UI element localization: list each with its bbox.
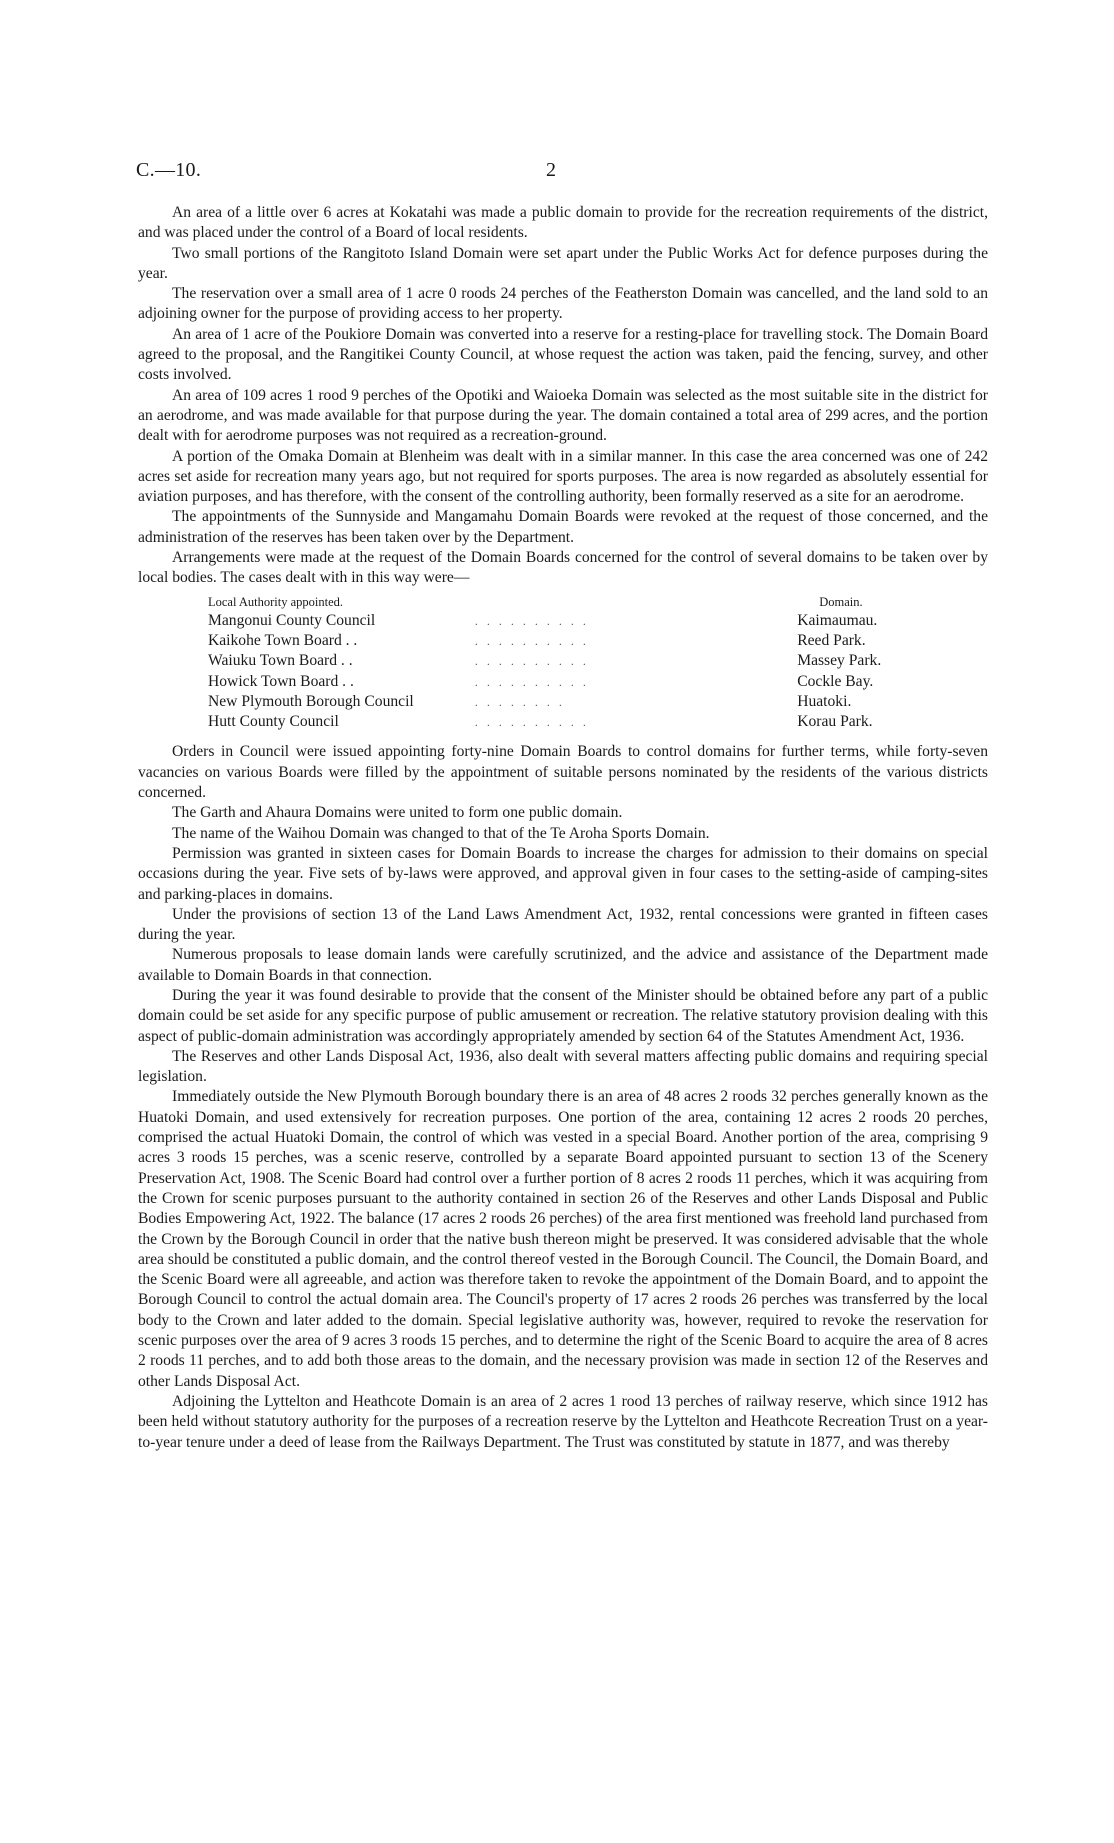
paragraph: Adjoining the Lyttelton and Heathcote Domain is an area of 2 acres 1 rood 13 perches of railway reserve, which since 1912 has been held without statutory authority for the purposes of a recreation reserve by the Lyttelton and Heathcote Recreation Trust on a year-to-year tenure under a deed of lease from the Railways Department. The Trust was constituted by statute in 1877, and was thereby — [138, 1392, 988, 1451]
paragraph: Immediately outside the New Plymouth Borough boundary there is an area of 48 acres 2 roods 32 perches generally known as the Huatoki Domain, and used extensively for recreation purposes. One portion of the area, containing 12 acres 2 roods 20 perches, comprised the actual Huatoki Domain, the control of which was vested in a special Board. Another portion of the area, comprising 9 acres 3 roods 15 perches, was a scenic reserve, controlled by a separate Board appointed pursuant to section 13 of the Scenery Preservation Act, 1908. The Scenic Board had control over a further portion of 8 acres 2 roods 11 perches, which it was acquiring from the Crown for scenic purposes pursuant to the authority contained in section 26 of the Reserves and other Lands Disposal and Public Bodies Empowering Act, 1922. The balance (17 acres 2 roods 26 perches) of the area first mentioned was freehold land purchased from the Crown by the Borough Council in order that the native bush thereon might be preserved. It was considered advisable that the whole area should be constituted a public domain, and the control thereof vested in the Borough Council. The Council, the Domain Board, and the Scenic Board were all agreeable, and action was therefore taken to revoke the appointment of the Domain Board, and to appoint the Borough Council to control the actual domain area. The Council's property of 17 acres 2 roods 26 perches was transferred by the local body to the Crown and later added to the domain. Special legislative authority was, however, required to revoke the reservation for scenic purposes over the area of 9 acres 3 roods 15 perches, and to determine the right of the Scenic Board to acquire the area of 8 acres 2 roods 11 perches, and to add both those areas to the domain, and the necessary provision was made in section 12 of the Reserves and other Lands Disposal Act. — [138, 1088, 988, 1390]
page-number: 2 — [546, 159, 556, 181]
domain-cell: Kaimaumau. — [797, 611, 878, 629]
dot-leader: . . . . . . . . . . — [474, 715, 589, 730]
authority-cell: Waiuku Town Board . . — [208, 652, 353, 670]
domain-cell: Huatoki. — [797, 692, 852, 710]
paragraph: An area of 109 acres 1 rood 9 perches of the Opotiki and Waioeka Domain was selected as the most suitable site in the district for an aerodrome, and was made available for that purpose during the year. The domain contained a total area of 299 acres, and the portion dealt with for aerodrome purposes was not required as a recreation-ground. — [138, 386, 988, 445]
table-row — [208, 692, 908, 712]
paragraph: Permission was granted in sixteen cases for Domain Boards to increase the charges for admission to their domains on special occasions during the year. Five sets of by-laws were approved, and approval given in four cases to the setting-aside of camping-sites and parking-places in domains. — [138, 844, 988, 903]
paragraph: The name of the Waihou Domain was changed to that of the Te Aroha Sports Domain. — [172, 824, 710, 842]
dot-leader: . . . . . . . . — [474, 694, 565, 709]
paragraph: The Garth and Ahaura Domains were united to form one public domain. — [172, 804, 623, 822]
domain-cell: Reed Park. — [797, 631, 866, 649]
authority-cell: Howick Town Board . . — [208, 672, 354, 690]
dot-leader: . . . . . . . . . . — [474, 654, 589, 669]
paragraph: Numerous proposals to lease domain lands were carefully scrutinized, and the advice and assistance of the Department made available to Domain Boards in that connection. — [138, 946, 988, 984]
authority-cell: Mangonui County Council — [208, 611, 376, 629]
table-row — [208, 651, 908, 671]
dot-leader: . . . . . . . . . . — [474, 674, 589, 689]
dot-leader: . . . . . . . . . . — [474, 613, 589, 628]
dot-leader: . . . . . . . . . . — [474, 633, 589, 648]
authority-cell: Hutt County Council — [208, 713, 339, 731]
column-header-authority: Local Authority appointed. — [208, 594, 344, 609]
column-header-spacer — [475, 594, 797, 611]
local-authority-table — [208, 594, 908, 733]
document-code: C.—10. — [136, 159, 202, 181]
paragraph: Two small portions of the Rangitoto Island Domain were set apart under the Public Works Act for defence purposes during the year. — [138, 244, 988, 282]
authority-cell: New Plymouth Borough Council — [208, 692, 414, 710]
column-header-domain: Domain. — [819, 594, 863, 609]
table-row — [208, 611, 908, 631]
paragraph: Orders in Council were issued appointing forty-nine Domain Boards to control domains for further terms, while forty-seven vacancies on various Boards were filled by the appointment of suitable persons nominated by the residents of the various districts concerned. — [138, 743, 988, 802]
paragraph: Under the provisions of section 13 of the Land Laws Amendment Act, 1932, rental concessions were granted in fifteen cases during the year. — [138, 905, 988, 944]
table-row — [208, 712, 908, 732]
paragraph: The appointments of the Sunnyside and Mangamahu Domain Boards were revoked at the request of those concerned, and the administration of the reserves has been taken over by the Department. — [138, 508, 988, 546]
table-row — [208, 672, 908, 692]
table-row — [208, 631, 908, 651]
domain-cell: Massey Park. — [797, 652, 882, 670]
body-text — [138, 203, 988, 1453]
domain-cell: Korau Park. — [797, 713, 873, 731]
table-header-row — [208, 594, 908, 611]
paragraph: An area of 1 acre of the Poukiore Domain was converted into a reserve for a resting-place for travelling stock. The Domain Board agreed to the proposal, and the Rangitikei County Council, at whose request the action was taken, paid the fencing, survey, and other costs involved. — [138, 325, 988, 384]
paragraph: During the year it was found desirable to provide that the consent of the Minister should be obtained before any part of a public domain could be set aside for any specific purpose of public amusement or recreation. The relative statutory provision dealing with this aspect of public-domain administration was accordingly appropriately amended by section 64 of the Statutes Amendment Act, 1936. — [138, 986, 988, 1045]
page-header — [136, 159, 986, 189]
paragraph: The Reserves and other Lands Disposal Act, 1936, also dealt with several matters affecting public domains and requiring special legislation. — [138, 1047, 988, 1086]
paragraph: Arrangements were made at the request of the Domain Boards concerned for the control of several domains to be taken over by local bodies. The cases dealt with in this way were— — [138, 549, 988, 587]
domain-cell: Cockle Bay. — [797, 672, 874, 690]
authority-cell: Kaikohe Town Board . . — [208, 631, 358, 649]
paragraph: An area of a little over 6 acres at Kokatahi was made a public domain to provide for the recreation requirements of the district, and was placed under the control of a Board of local residents. — [138, 204, 988, 242]
paragraph: A portion of the Omaka Domain at Blenheim was dealt with in a similar manner. In this case the area concerned was one of 242 acres set aside for recreation many years ago, but not required for sports purposes. The area is now regarded as absolutely essential for aviation purposes, and has therefore, with the consent of the controlling authority, been formally reserved as a site for an aerodrome. — [138, 447, 988, 506]
paragraph: The reservation over a small area of 1 acre 0 roods 24 perches of the Featherston Domain was cancelled, and the land sold to an adjoining owner for the purpose of providing access to her property. — [138, 285, 988, 323]
